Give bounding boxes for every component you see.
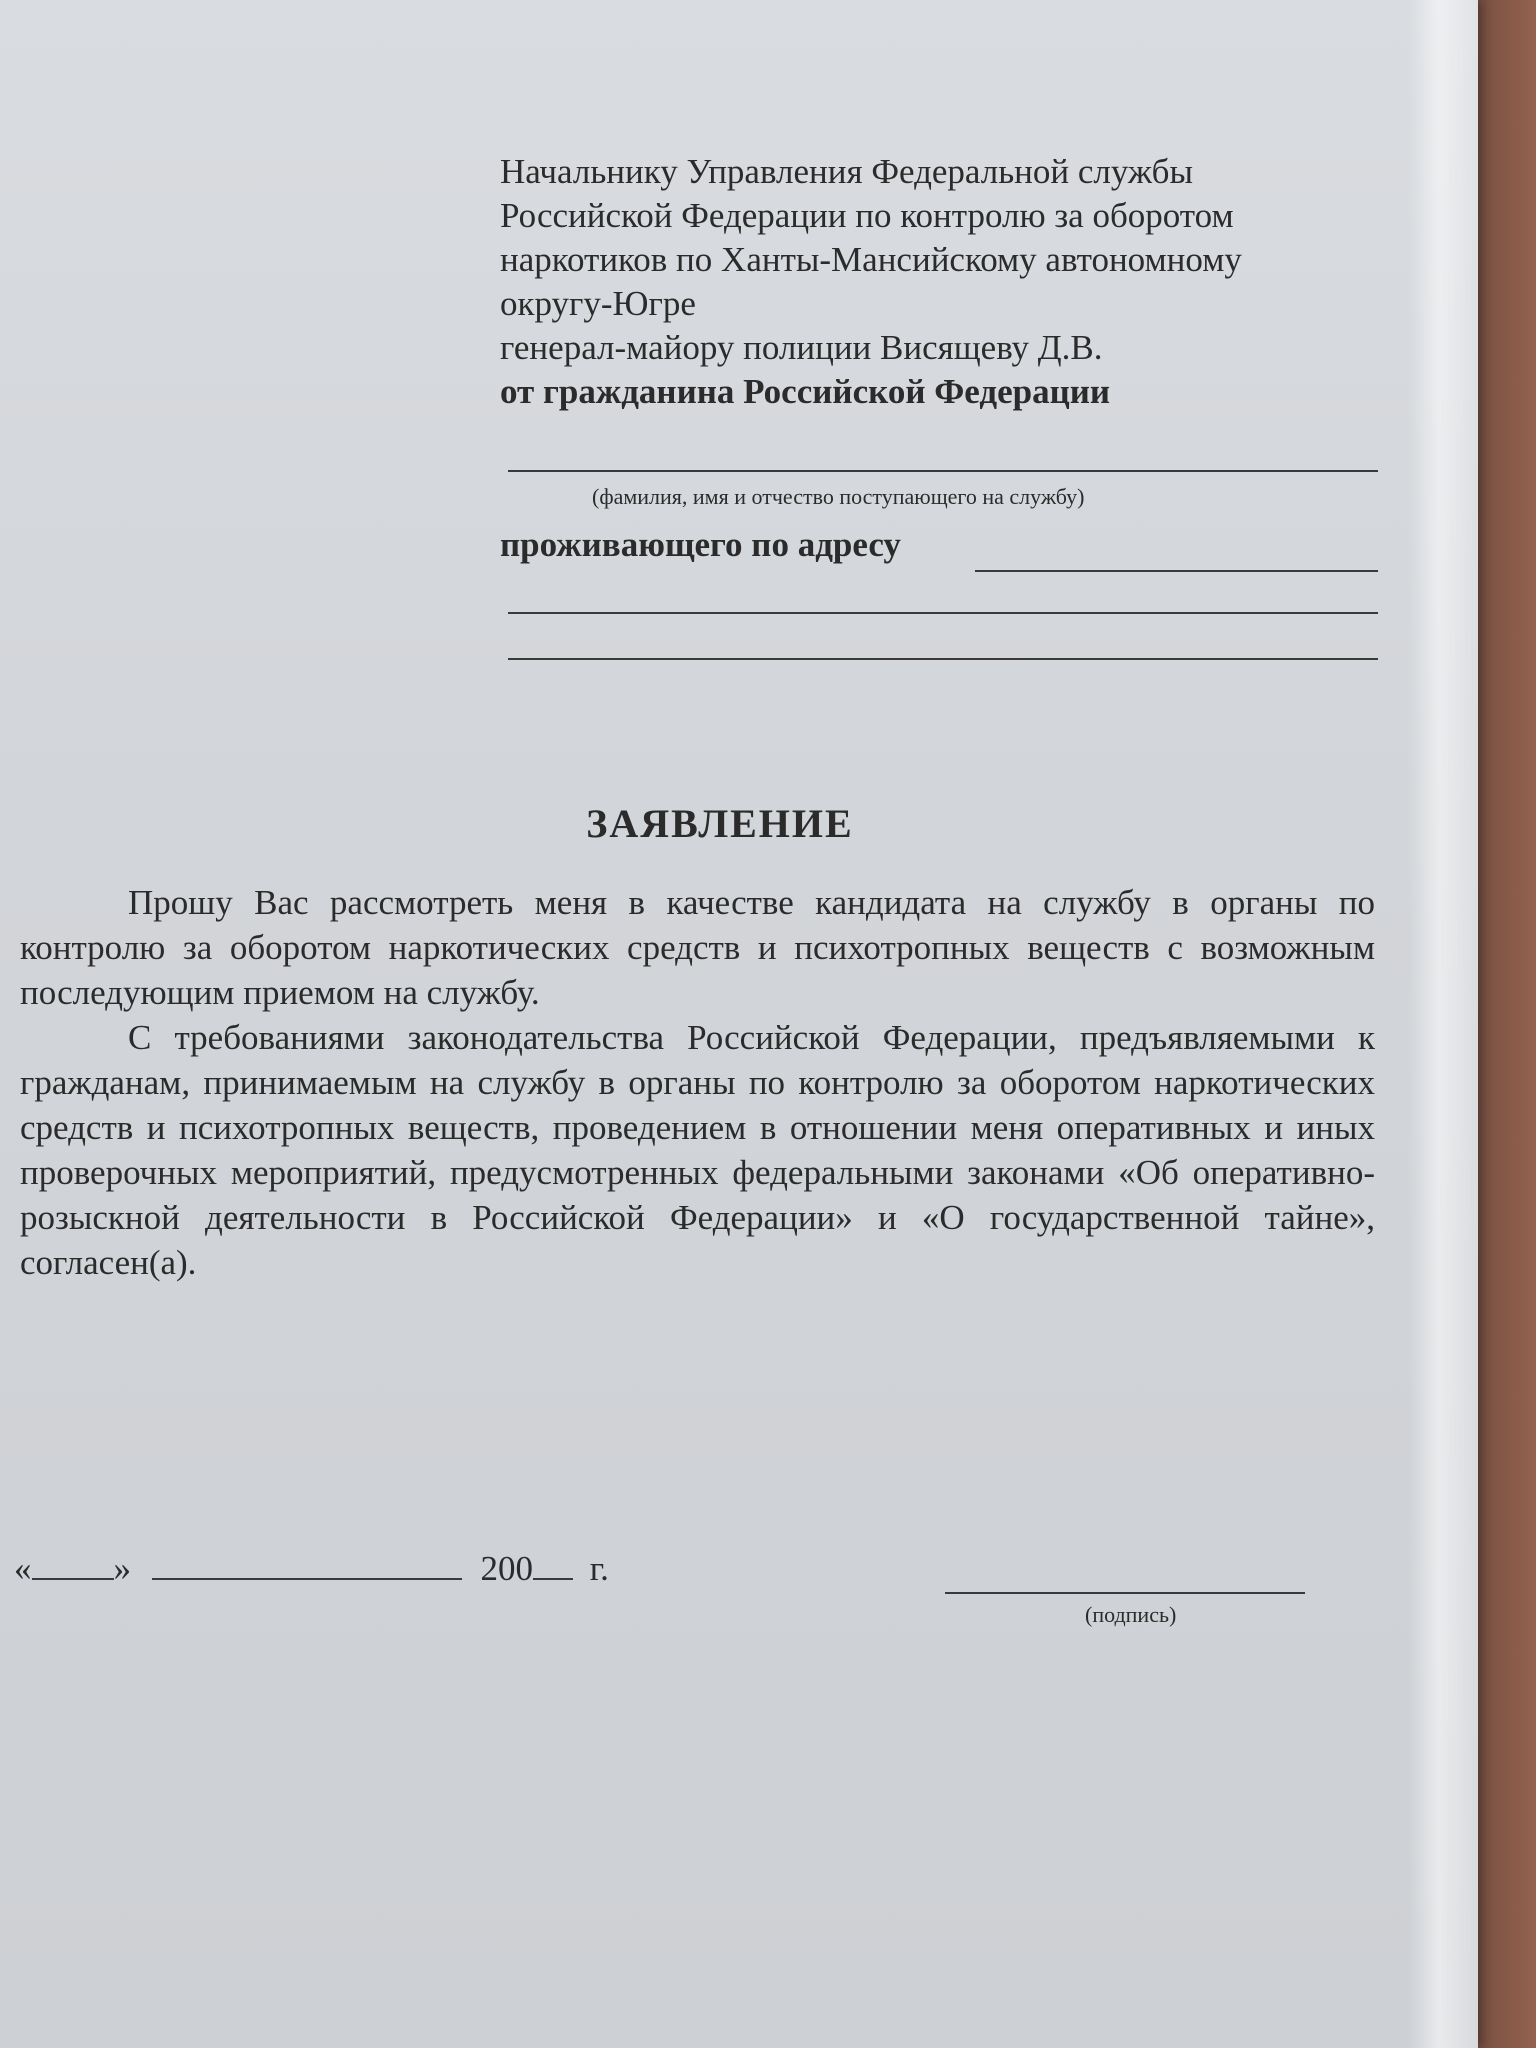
name-caption: (фамилия, имя и отчество поступающего на службу) xyxy=(592,484,1085,509)
date-line xyxy=(14,1548,609,1589)
signature-blank-line xyxy=(945,1592,1305,1594)
signature-caption: (подпись) xyxy=(1085,1602,1177,1627)
addressee-line-2: Российской Федерации по контролю за оборотом xyxy=(500,196,1234,235)
address-label: проживающего по адресу xyxy=(500,525,901,564)
date-open-quote: « xyxy=(14,1549,32,1588)
statement-body xyxy=(20,880,1375,1285)
year-suffix: г. xyxy=(589,1549,609,1588)
date-close-quote: » xyxy=(113,1549,131,1588)
paragraph-request: Прошу Вас рассмотреть меня в качестве кандидата на службу в органы по контролю за оборотом наркотических средств и психотропных веществ с возможным последующим приемом на службу. xyxy=(20,883,1375,1012)
from-citizen-line: от гражданина Российской Федерации xyxy=(500,372,1111,411)
document-title: ЗАЯВЛЕНИЕ xyxy=(586,801,854,846)
address-blank-line-1 xyxy=(975,570,1378,572)
addressee-block xyxy=(500,150,1370,414)
plastic-sleeve-edge xyxy=(1408,0,1478,2048)
year-prefix: 200 xyxy=(480,1549,533,1588)
addressee-line-4: округу-Югре xyxy=(500,284,696,323)
address-blank-line-3 xyxy=(508,658,1378,660)
address-blank-line-2 xyxy=(508,612,1378,614)
day-blank xyxy=(32,1548,114,1580)
addressee-line-1: Начальнику Управления Федеральной службы xyxy=(500,152,1193,191)
name-blank-line xyxy=(508,470,1378,472)
paragraph-consent: С требованиями законодательства Российской Федерации, предъявляемыми к гражданам, принимаемым на службу в органы по контролю за оборотом наркотических средств и психотропных веществ, проведением в отношении меня оперативных и иных проверочных мероприятий, предусмотренных федеральными законами «Об оперативно-розыскной деятельности в Российской Федерации» и «О государственной тайне», согласен(а). xyxy=(20,1018,1375,1282)
month-blank xyxy=(152,1548,462,1580)
addressee-line-3: наркотиков по Ханты-Мансийскому автономному xyxy=(500,240,1242,279)
year-blank xyxy=(533,1548,573,1580)
addressee-line-5: генерал-майору полиции Висящеву Д.В. xyxy=(500,328,1103,367)
